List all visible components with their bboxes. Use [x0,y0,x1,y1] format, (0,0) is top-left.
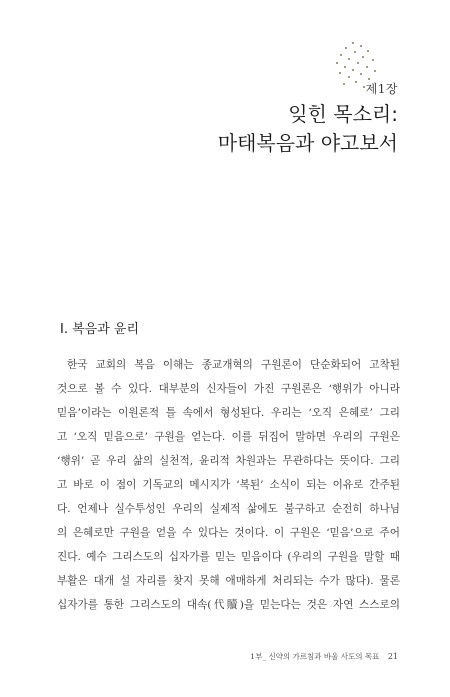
body-line: ‘행위’ 곧 우리 삶의 실천적, 윤리적 차원과는 무관하다는 뜻이다. 그리 [57,455,400,467]
body-line: 다. 언제나 실수투성인 우리의 실제적 삶에도 불구하고 순전히 하나님 [57,503,400,515]
body-line: 한국 교회의 복음 이해는 종교개혁의 구원론이 단순화되어 고착된 [67,359,400,371]
chapter-title [218,100,398,158]
body-line: 고 바로 이 점이 기독교의 메시지가 ‘복된’ 소식이 되는 이유로 간주된 [57,479,400,491]
section-heading: I. 복음과 윤리 [60,322,140,337]
body-line: 믿음’이라는 이원론적 틀 속에서 형성된다. 우리는 ‘오직 은혜로’ 그리 [57,407,400,419]
chapter-label: 제1장 [365,82,398,96]
body-line: 십자가를 통한 그리스도의 대속(代贖)을 믿는다는 것은 자연 스스로의 [57,599,400,611]
body-line: 부활은 대개 설 자리를 찾지 못해 애매하게 처리되는 수가 많다). 물론 [57,575,400,587]
body-line: 것으로 볼 수 있다. 대부분의 신자들이 가진 구원론은 ‘행위가 아니라 [57,383,400,395]
page-footer [250,651,398,662]
chapter-title-line-1: 잊힌 목소리: [288,102,398,126]
page-number: 21 [387,652,398,661]
body-line: 고 ‘오직 믿음으로’ 구원을 얻는다. 이를 뒤집어 말하면 우리의 구원은 [57,431,400,443]
body-line: 진다. 예수 그리스도의 십자가를 믿는 믿음이다 (우리의 구원을 말할 때 [57,551,400,563]
body-paragraph [57,353,400,617]
running-footer-text: 1부_ 신약의 가르침과 바울 사도의 목표 [250,652,380,661]
body-line: 의 은혜로만 구원을 얻을 수 있다는 것이다. 이 구원은 ‘믿음’으로 주어 [57,527,400,539]
chapter-title-line-2: 마태복음과 야고보서 [217,131,398,155]
